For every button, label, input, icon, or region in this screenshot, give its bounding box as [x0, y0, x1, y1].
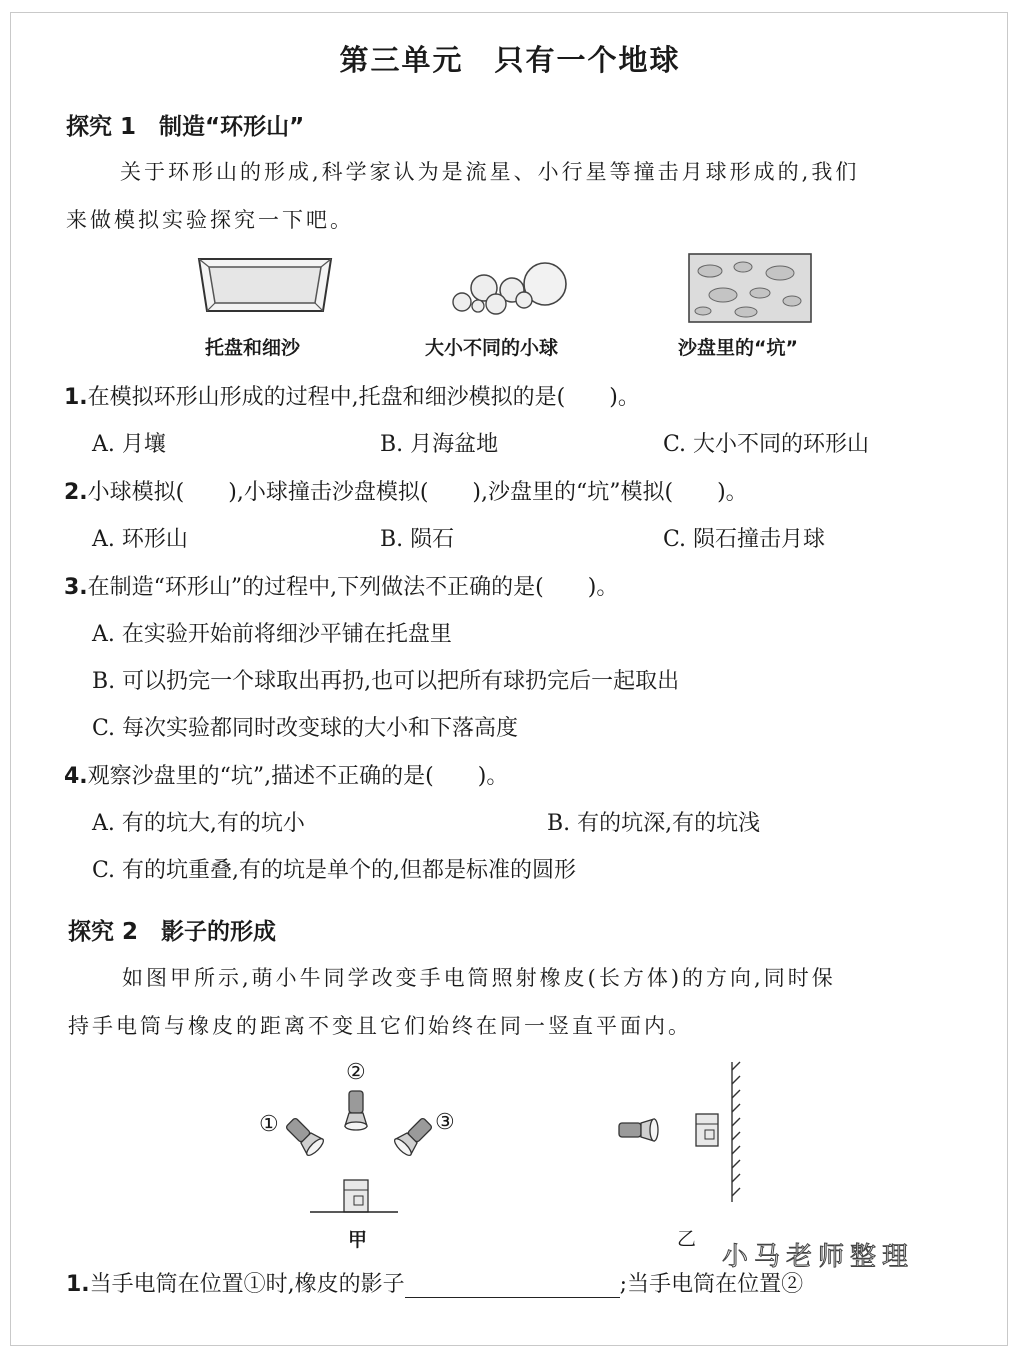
question-number: 4. — [64, 764, 88, 789]
page-title: 第三单元 只有一个地球 — [339, 43, 681, 77]
position-label-2: ② — [346, 1060, 366, 1085]
option[interactable]: A. 月壤 — [92, 432, 166, 457]
question-1 — [64, 380, 640, 411]
option[interactable]: A. 在实验开始前将细沙平铺在托盘里 — [92, 622, 452, 647]
flashlight-icon — [392, 1115, 435, 1158]
option[interactable]: C. 陨石撞击月球 — [663, 527, 826, 552]
wall — [732, 1062, 740, 1202]
position-label-3: ③ — [435, 1110, 455, 1135]
section2-heading: 探究 2 影子的形成 — [68, 919, 277, 945]
question-3 — [64, 570, 618, 601]
diagram-label-yi: 乙 — [677, 1228, 697, 1250]
question-text: 观察沙盘里的“坑”,描述不正确的是( )。 — [87, 764, 509, 789]
option[interactable]: C. 有的坑重叠,有的坑是单个的,但都是标准的圆形 — [92, 858, 577, 883]
question-text: 当手电筒在位置①时,橡皮的影子 — [89, 1272, 405, 1297]
question-number: 3. — [64, 575, 88, 600]
diagram-yi — [612, 1060, 752, 1210]
question-text: 在制造“环形山”的过程中,下列做法不正确的是( )。 — [87, 575, 619, 600]
diagram-label-jia: 甲 — [348, 1229, 368, 1251]
question-number: 2. — [64, 480, 88, 505]
eraser-icon — [344, 1180, 368, 1212]
option[interactable]: A. 环形山 — [92, 527, 188, 552]
question-text: 在模拟环形山形成的过程中,托盘和细沙模拟的是( )。 — [87, 385, 640, 410]
flashlight-icon — [283, 1115, 326, 1158]
option[interactable]: A. 有的坑大,有的坑小 — [92, 811, 305, 836]
watermark: 小马老师整理 — [722, 1242, 915, 1272]
figure-caption-balls: 大小不同的小球 — [425, 337, 559, 359]
option[interactable]: B. 可以扔完一个球取出再扔,也可以把所有球扔完后一起取出 — [92, 669, 680, 694]
sand-craters-icon — [688, 253, 812, 323]
question-text: 小球模拟( ),小球撞击沙盘模拟( ),沙盘里的“坑”模拟( )。 — [87, 480, 748, 505]
option[interactable]: C. 大小不同的环形山 — [663, 432, 870, 457]
option[interactable]: B. 陨石 — [380, 527, 455, 552]
option[interactable]: B. 有的坑深,有的坑浅 — [547, 811, 761, 836]
question-number: 1. — [64, 385, 88, 410]
question-text-continued: ;当手电筒在位置② — [619, 1272, 804, 1297]
question-4 — [64, 759, 508, 790]
option[interactable]: C. 每次实验都同时改变球的大小和下落高度 — [92, 716, 519, 741]
section2-question-1 — [66, 1267, 803, 1298]
question-number: 1. — [66, 1272, 90, 1297]
option[interactable]: B. 月海盆地 — [380, 432, 499, 457]
flashlight-icon — [345, 1091, 367, 1130]
section1-intro-line1: 关于环形山的形成,科学家认为是流星、小行星等撞击月球形成的,我们 — [120, 160, 860, 184]
eraser-icon — [696, 1114, 718, 1146]
section2-intro-line2: 持手电筒与橡皮的距离不变且它们始终在同一竖直平面内。 — [68, 1014, 692, 1038]
tray-icon — [195, 255, 335, 317]
question-2 — [64, 475, 748, 506]
figure-caption-sand: 沙盘里的“坑” — [678, 337, 798, 359]
flashlight-icon — [619, 1119, 658, 1141]
answer-blank[interactable] — [405, 1275, 620, 1298]
section2-intro-line1: 如图甲所示,萌小牛同学改变手电筒照射橡皮(长方体)的方向,同时保 — [122, 966, 836, 990]
balls-icon — [448, 260, 570, 318]
section1-intro-line2: 来做模拟实验探究一下吧。 — [66, 208, 354, 232]
position-label-1: ① — [259, 1112, 279, 1137]
section1-heading: 探究 1 制造“环形山” — [66, 114, 305, 140]
figure-caption-tray: 托盘和细沙 — [205, 337, 301, 359]
